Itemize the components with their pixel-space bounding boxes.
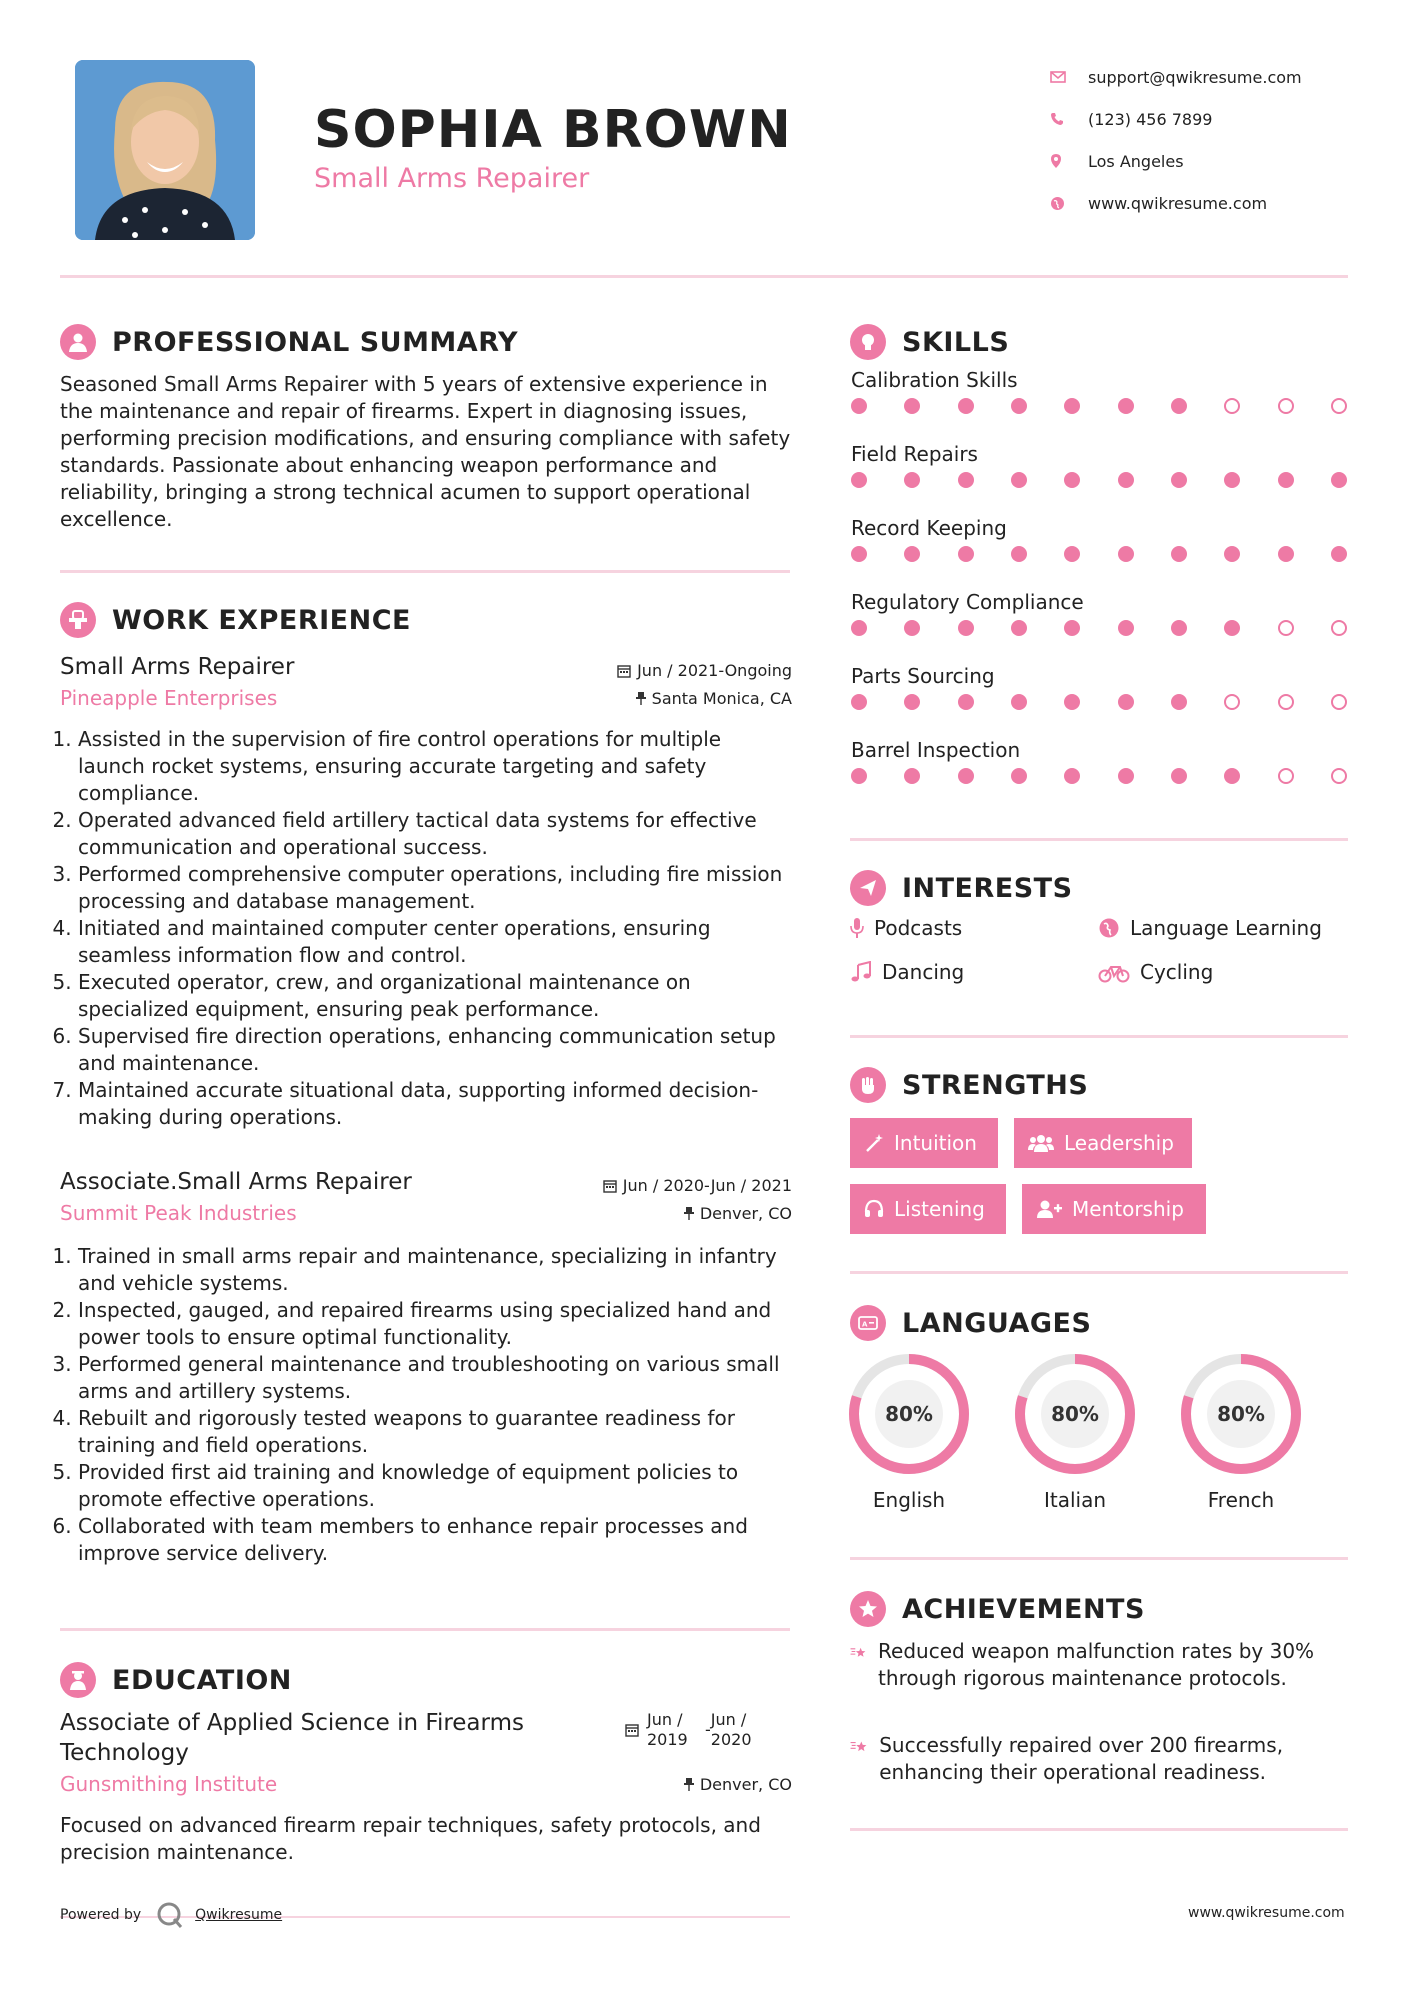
rating-dot-filled <box>1011 620 1027 636</box>
headphones-icon <box>864 1199 884 1219</box>
degree-line-1: Associate of Applied Science in Firearms <box>60 1710 524 1736</box>
list-item: 3. Performed general maintenance and troubleshooting on various small arms and artillery systems. <box>78 1351 792 1405</box>
skill-row <box>851 738 1347 812</box>
education-location <box>684 1775 792 1794</box>
strengths-heading <box>850 1067 1088 1103</box>
rating-dot-filled <box>904 546 920 562</box>
shooting-star-icon <box>850 1638 868 1666</box>
interest-label: Podcasts <box>874 916 963 940</box>
rating-dot-filled <box>1064 472 1080 488</box>
pin-icon <box>684 1206 694 1220</box>
rating-dot-filled <box>851 546 867 562</box>
location-icon <box>1050 153 1088 169</box>
languages-heading <box>850 1305 1091 1341</box>
rating-dot-empty <box>1278 768 1294 784</box>
rating-dot-filled <box>1331 472 1347 488</box>
skill-rating <box>851 620 1347 664</box>
achievement-text: Successfully repaired over 200 firearms, enhancing their operational readiness. <box>879 1733 1284 1784</box>
user-plus-icon <box>1036 1199 1062 1219</box>
contact-location-text: Los Angeles <box>1088 151 1184 171</box>
skill-name: Regulatory Compliance <box>851 590 1084 614</box>
powered-by-text: Powered by <box>60 1907 142 1923</box>
degree-line-2: Technology <box>60 1740 189 1766</box>
pin-icon <box>636 691 646 705</box>
strength-label: Intuition <box>894 1131 977 1155</box>
contact-phone[interactable] <box>1050 98 1302 140</box>
rating-dot-filled <box>1011 472 1027 488</box>
achievements-title: ACHIEVEMENTS <box>902 1593 1145 1625</box>
calendar-icon <box>625 1723 639 1737</box>
skills-title: SKILLS <box>902 326 1010 358</box>
language-item <box>1013 1352 1137 1512</box>
skill-row <box>851 368 1347 442</box>
language-percent: 80% <box>1051 1402 1099 1426</box>
rating-dot-filled <box>1011 694 1027 710</box>
language-ring <box>847 1352 971 1476</box>
rating-dot-empty <box>1278 620 1294 636</box>
rating-dot-filled <box>1011 398 1027 414</box>
language-name: Italian <box>1043 1488 1107 1512</box>
rating-dot-filled <box>851 472 867 488</box>
list-item: 5. Provided first aid training and knowledge of equipment policies to promote effective operations. <box>78 1459 792 1513</box>
summary-heading <box>60 324 518 360</box>
contact-website-text: www.qwikresume.com <box>1088 193 1268 213</box>
job-location <box>684 1204 792 1223</box>
bicycle-icon <box>1098 961 1130 983</box>
list-item: 6. Collaborated with team members to enhance repair processes and improve service delivery. <box>78 1513 792 1567</box>
education-end-year: 2020 <box>710 1730 752 1749</box>
skill-rating <box>851 472 1347 516</box>
footer-powered-by <box>60 1900 282 1930</box>
skill-name: Field Repairs <box>851 442 978 466</box>
skill-rating <box>851 398 1347 442</box>
list-item: 2. Inspected, gauged, and repaired firearms using specialized hand and power tools to ensure optimal functionality. <box>78 1297 792 1351</box>
language-name: French <box>1207 1488 1275 1512</box>
interest-item <box>850 916 962 940</box>
interests-heading <box>850 870 1073 906</box>
users-icon <box>1028 1133 1054 1153</box>
phone-icon <box>1050 112 1088 126</box>
rating-dot-empty <box>1224 694 1240 710</box>
language-name: English <box>872 1488 946 1512</box>
languages-divider <box>850 1557 1348 1560</box>
job-date <box>617 661 792 680</box>
interest-item <box>850 960 964 984</box>
calendar-icon <box>617 664 631 678</box>
rating-dot-filled <box>1118 398 1134 414</box>
rating-dot-empty <box>1331 768 1347 784</box>
list-item: 5. Executed operator, crew, and organizational maintenance on specialized equipment, ensuring peak performance. <box>78 969 792 1023</box>
strength-label: Leadership <box>1064 1131 1174 1155</box>
rating-dot-filled <box>1224 768 1240 784</box>
globe-icon <box>1098 917 1120 939</box>
skill-name: Parts Sourcing <box>851 664 995 688</box>
school-name: Gunsmithing Institute <box>60 1772 278 1796</box>
job-location-text: Denver, CO <box>699 1203 792 1223</box>
rating-dot-filled <box>904 694 920 710</box>
job-entry <box>60 1163 792 1567</box>
job-title: Small Arms Repairer <box>60 654 295 680</box>
rating-dot-empty <box>1278 398 1294 414</box>
rating-dot-filled <box>1064 620 1080 636</box>
contact-phone-text: (123) 456 7899 <box>1088 109 1213 129</box>
education-text: Focused on advanced firearm repair techniques, safety protocols, and precision maintenance. <box>60 1813 761 1864</box>
strength-tag <box>850 1184 1006 1234</box>
rating-dot-filled <box>958 620 974 636</box>
list-item: 4. Rebuilt and rigorously tested weapons to guarantee readiness for training and field operations. <box>78 1405 792 1459</box>
rating-dot-filled <box>1171 694 1187 710</box>
languages-title: LANGUAGES <box>902 1307 1092 1339</box>
education-school-row <box>60 1772 792 1796</box>
rating-dot-filled <box>958 768 974 784</box>
education-start-year: 2019 <box>647 1730 688 1749</box>
language-percent: 80% <box>885 1402 933 1426</box>
education-end-month: Jun / <box>710 1710 747 1729</box>
skill-row <box>851 516 1347 590</box>
rating-dot-filled <box>904 768 920 784</box>
skill-row <box>851 664 1347 738</box>
rating-dot-empty <box>1331 694 1347 710</box>
rating-dot-filled <box>1171 472 1187 488</box>
header-divider <box>60 275 1348 278</box>
achievement-item <box>850 1732 1330 1786</box>
rating-dot-filled <box>1224 472 1240 488</box>
list-item: 6. Supervised fire direction operations, enhancing communication setup and maintenance. <box>78 1023 792 1077</box>
svg-text:A: A <box>862 1320 868 1329</box>
candidate-name: SOPHIA BROWN <box>314 100 792 160</box>
strengths-divider <box>850 1271 1348 1274</box>
skill-name: Record Keeping <box>851 516 1007 540</box>
interest-label: Dancing <box>882 960 965 984</box>
achievements-heading <box>850 1591 1145 1627</box>
rating-dot-filled <box>1171 620 1187 636</box>
interests-title: INTERESTS <box>902 872 1073 904</box>
contact-website[interactable] <box>1050 182 1302 224</box>
language-item <box>847 1352 971 1512</box>
rating-dot-filled <box>1118 472 1134 488</box>
rating-dot-filled <box>1118 620 1134 636</box>
rating-dot-filled <box>1118 546 1134 562</box>
experience-heading <box>60 602 411 638</box>
job-date <box>603 1176 792 1195</box>
magic-wand-icon <box>864 1133 884 1153</box>
education-location-text: Denver, CO <box>699 1774 792 1794</box>
skills-list <box>851 368 1347 812</box>
rating-dot-filled <box>851 620 867 636</box>
summary-text: Seasoned Small Arms Repairer with 5 years of extensive experience in the maintenance and repair of firearms. Expert in diagnosing issues, performing precision modifications, and ensuring compliance with safety standards. Passionate about enhancing weapon performance and reliability, bringing a strong technical acumen to support operational excellence. <box>60 372 791 531</box>
globe-icon <box>1050 196 1088 211</box>
language-ring <box>1013 1352 1137 1476</box>
paper-plane-icon <box>850 870 886 906</box>
degree-title <box>60 1708 620 1768</box>
job-location-text: Santa Monica, CA <box>651 688 792 708</box>
candidate-title: Small Arms Repairer <box>314 163 590 194</box>
strength-label: Listening <box>894 1197 985 1221</box>
achievement-text: Reduced weapon malfunction rates by 30% through rigorous maintenance protocols. <box>878 1639 1315 1690</box>
list-item: 7. Maintained accurate situational data, supporting informed decision-making during operations. <box>78 1077 792 1131</box>
job-title: Associate.Small Arms Repairer <box>60 1169 412 1195</box>
rating-dot-empty <box>1331 620 1347 636</box>
education-heading <box>60 1662 292 1698</box>
rating-dot-filled <box>1171 546 1187 562</box>
rating-dot-filled <box>958 472 974 488</box>
skill-name: Calibration Skills <box>851 368 1018 392</box>
skill-rating <box>851 694 1347 738</box>
achievement-item <box>850 1638 1330 1692</box>
company-name: Summit Peak Industries <box>60 1201 297 1225</box>
qwikresume-logo-icon <box>155 1900 185 1930</box>
rating-dot-filled <box>958 546 974 562</box>
rating-dot-filled <box>851 768 867 784</box>
job-date-text: Jun / 2020-Jun / 2021 <box>622 1176 792 1195</box>
list-item: 2. Operated advanced field artillery tactical data systems for effective communication and operational success. <box>78 807 792 861</box>
skill-name: Barrel Inspection <box>851 738 1021 762</box>
company-name: Pineapple Enterprises <box>60 686 278 710</box>
interest-item <box>1098 960 1213 984</box>
strength-tag <box>1022 1184 1206 1234</box>
lightbulb-icon <box>850 324 886 360</box>
interest-label: Language Learning <box>1130 916 1322 940</box>
rating-dot-empty <box>1331 398 1347 414</box>
language-ring <box>1179 1352 1303 1476</box>
education-title: EDUCATION <box>112 1664 292 1696</box>
rating-dot-filled <box>1278 546 1294 562</box>
rating-dot-filled <box>1064 694 1080 710</box>
job-entry <box>60 648 792 1131</box>
profile-photo <box>75 60 255 240</box>
job-bullets <box>60 1243 792 1567</box>
strength-label: Mentorship <box>1072 1197 1184 1221</box>
music-note-icon <box>850 961 872 983</box>
rating-dot-filled <box>1118 768 1134 784</box>
language-item <box>1179 1352 1303 1512</box>
rating-dot-filled <box>904 398 920 414</box>
contact-email-text: support@qwikresume.com <box>1088 67 1302 87</box>
trophy-star-icon <box>850 1591 886 1627</box>
calendar-icon <box>603 1179 617 1193</box>
rating-dot-filled <box>1224 546 1240 562</box>
experience-divider <box>60 1628 790 1631</box>
rating-dot-filled <box>1011 546 1027 562</box>
fist-icon <box>850 1067 886 1103</box>
microphone-icon <box>850 917 864 939</box>
rating-dot-empty <box>1224 398 1240 414</box>
list-item: 1. Assisted in the supervision of fire control operations for multiple launch rocket systems, ensuring accurate targeting and safety compliance. <box>78 726 792 807</box>
contact-location <box>1050 140 1302 182</box>
rating-dot-filled <box>1331 546 1347 562</box>
interest-label: Cycling <box>1140 960 1214 984</box>
graduation-icon <box>60 1662 96 1698</box>
education-date <box>625 1710 752 1750</box>
rating-dot-filled <box>958 398 974 414</box>
strength-tag <box>1014 1118 1192 1168</box>
contact-list <box>1050 56 1302 224</box>
rating-dot-filled <box>904 472 920 488</box>
rating-dot-filled <box>1278 472 1294 488</box>
rating-dot-filled <box>958 694 974 710</box>
briefcase-icon <box>60 602 96 638</box>
user-icon <box>60 324 96 360</box>
rating-dot-filled <box>1064 398 1080 414</box>
interests-divider <box>850 1035 1348 1038</box>
education-start-month: Jun / <box>647 1710 683 1729</box>
rating-dot-filled <box>1171 398 1187 414</box>
strengths-title: STRENGTHS <box>902 1069 1089 1101</box>
skills-heading <box>850 324 1009 360</box>
summary-divider <box>60 570 790 573</box>
skill-row <box>851 590 1347 664</box>
rating-dot-filled <box>1224 620 1240 636</box>
list-item: 4. Initiated and maintained computer center operations, ensuring seamless information flow and control. <box>78 915 792 969</box>
rating-dot-empty <box>1278 694 1294 710</box>
job-bullets <box>60 726 792 1131</box>
summary-title: PROFESSIONAL SUMMARY <box>112 326 519 358</box>
pin-icon <box>684 1777 694 1791</box>
experience-title: WORK EXPERIENCE <box>112 604 411 636</box>
job-location <box>636 689 792 708</box>
skill-rating <box>851 546 1347 590</box>
language-icon <box>850 1305 886 1341</box>
job-date-text: Jun / 2021-Ongoing <box>637 661 792 680</box>
list-item: 3. Performed comprehensive computer operations, including fire mission processing and database management. <box>78 861 792 915</box>
achievements-divider <box>850 1828 1348 1831</box>
skills-divider <box>850 838 1348 841</box>
avatar-illustration <box>75 60 255 240</box>
interest-item <box>1098 916 1322 940</box>
rating-dot-filled <box>1064 768 1080 784</box>
rating-dot-filled <box>1011 768 1027 784</box>
strength-tag <box>850 1118 998 1168</box>
language-percent: 80% <box>1217 1402 1265 1426</box>
rating-dot-filled <box>1118 694 1134 710</box>
rating-dot-filled <box>851 694 867 710</box>
rating-dot-filled <box>1171 768 1187 784</box>
list-item: 1. Trained in small arms repair and maintenance, specializing in infantry and vehicle systems. <box>78 1243 792 1297</box>
rating-dot-filled <box>1064 546 1080 562</box>
skill-row <box>851 442 1347 516</box>
email-icon <box>1050 71 1088 83</box>
footer-site[interactable]: www.qwikresume.com <box>1188 1905 1345 1921</box>
contact-email[interactable] <box>1050 56 1302 98</box>
education-date-separator: - <box>705 1720 711 1739</box>
skill-rating <box>851 768 1347 812</box>
rating-dot-filled <box>851 398 867 414</box>
qwikresume-link[interactable]: Qwikresume <box>195 1907 283 1923</box>
shooting-star-icon <box>850 1732 869 1760</box>
rating-dot-filled <box>904 620 920 636</box>
